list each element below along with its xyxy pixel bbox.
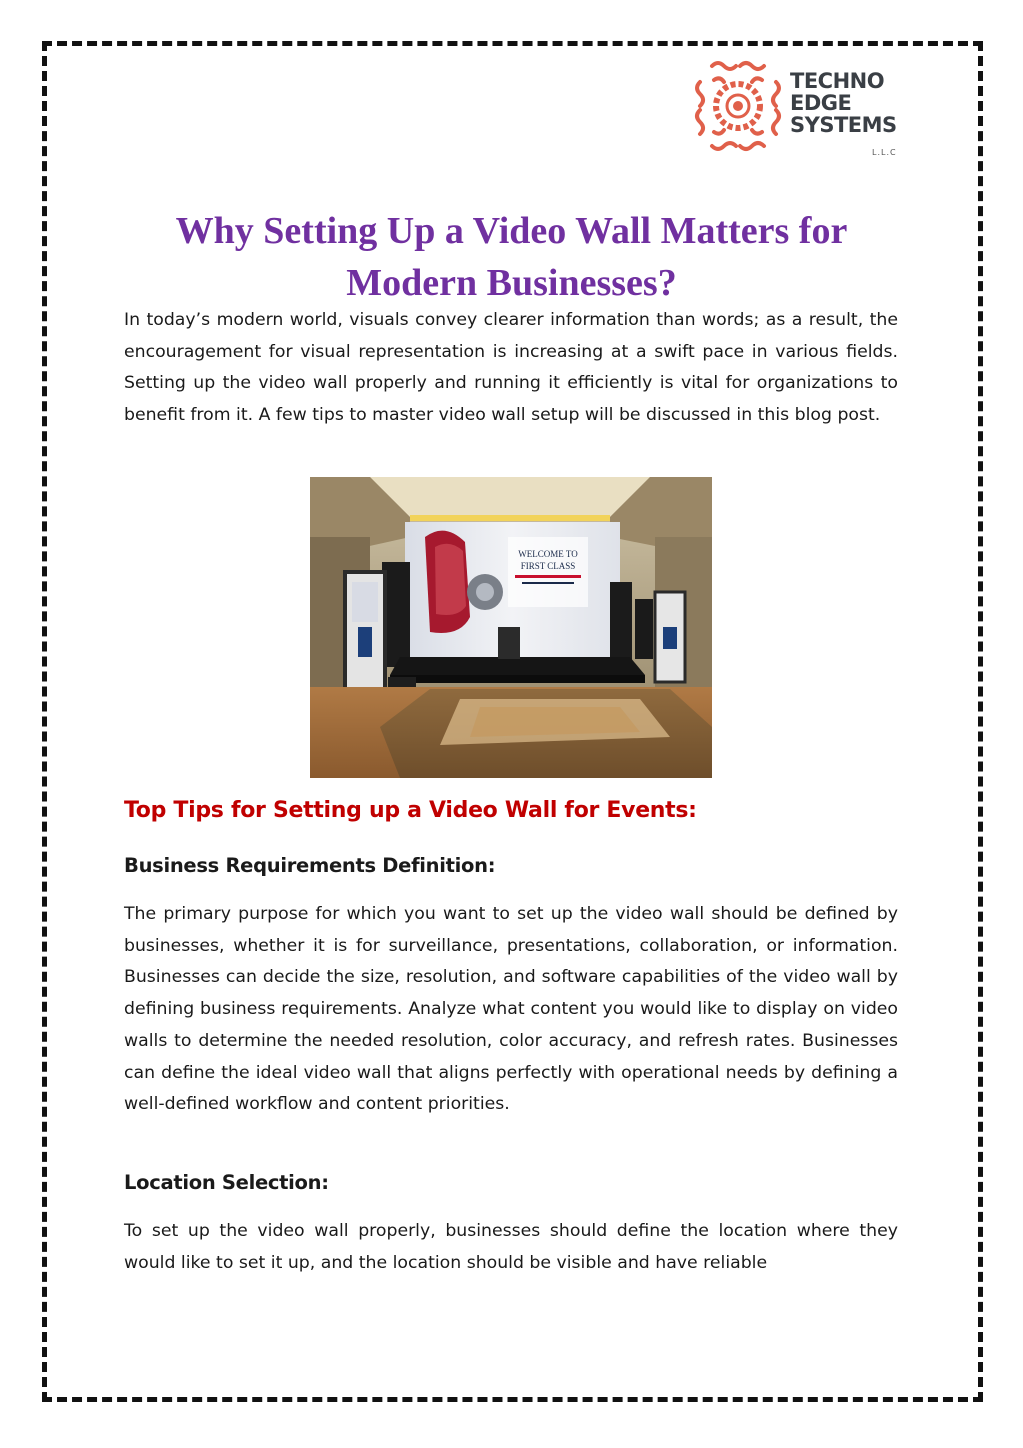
subsection-heading-requirements: Business Requirements Definition: <box>124 854 496 877</box>
logo-line-3: SYSTEMS <box>790 113 897 137</box>
location-paragraph: To set up the video wall properly, businesses should define the location where they would like to set it up, and the location should be visible and have reliable <box>124 1221 898 1273</box>
article-title: Why Setting Up a Video Wall Matters for Modern Businesses? <box>175 210 848 304</box>
section-heading: Top Tips for Setting up a Video Wall for Events: <box>124 798 697 823</box>
company-logo <box>692 58 922 158</box>
logo-suffix: L.L.C <box>872 148 897 157</box>
event-stage-photo <box>310 477 712 778</box>
logo-line-2: EDGE <box>790 91 852 115</box>
screen-text-1: WELCOME TO <box>518 549 578 559</box>
requirements-paragraph: The primary purpose for which you want to set up the video wall should be defined by businesses, whether it is for surveillance, presentations, collaboration, or information. Businesses can decide the size, resolution, and software capabilities of the video wall by defining business requirements. Analyze what content you would like to display on video walls to determine the needed resolution, color accuracy, and refresh rates. Businesses can define the ideal video wall that aligns perfectly with operational needs by defining a well-defined workflow and content priorities. <box>124 904 898 1115</box>
logo-mark-icon <box>692 58 784 154</box>
logo-line-1: TECHNO <box>790 69 885 93</box>
subsection-heading-location: Location Selection: <box>124 1171 329 1194</box>
intro-paragraph: In today’s modern world, visuals convey clearer information than words; as a result, the encouragement for visual representation is increasing at a swift pace in various fields. Setting up the video wall properly and running it efficiently is vital for organizations to benefit from it. A few tips to master video wall setup will be discussed in this blog post. <box>124 310 898 426</box>
screen-text-2: FIRST CLASS <box>520 561 576 571</box>
logo-wordmark <box>790 70 897 136</box>
